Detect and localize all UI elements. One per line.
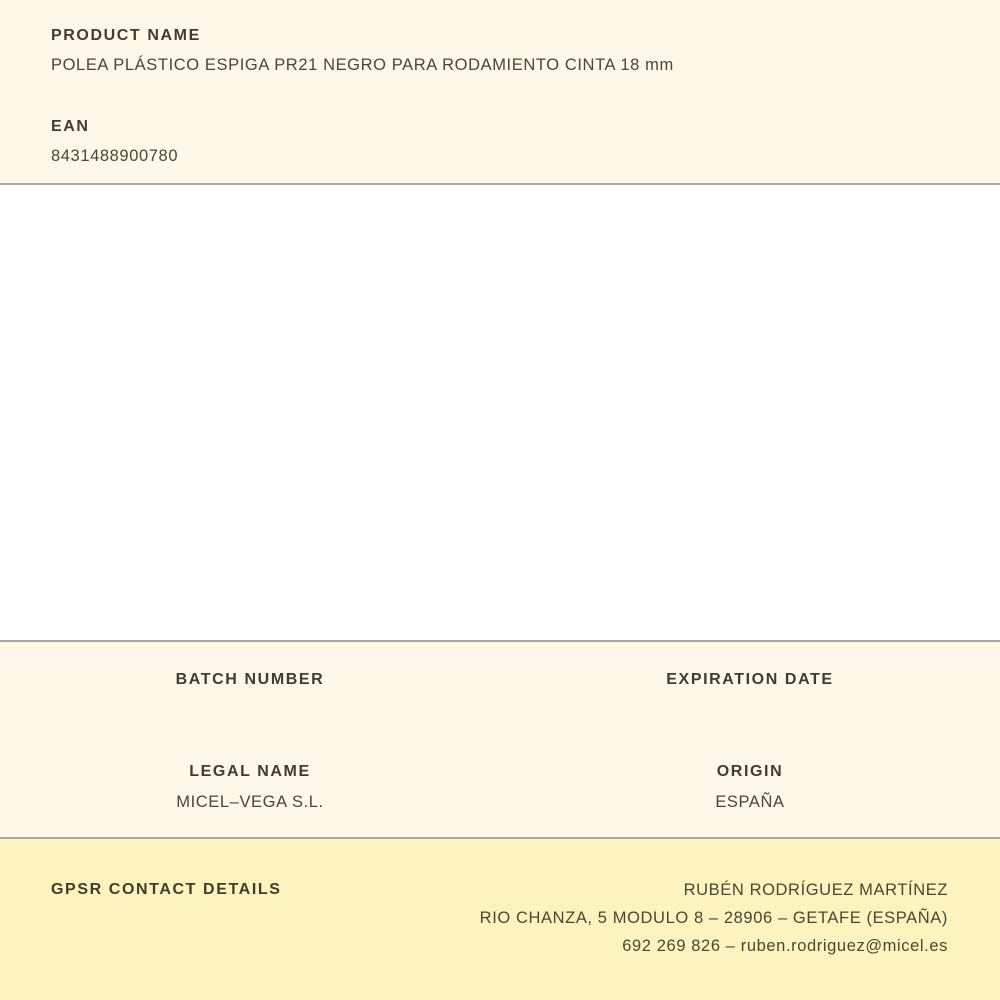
ean-label: EAN (51, 118, 90, 135)
batch-number-label: BATCH NUMBER (175, 671, 325, 688)
ean-value: 8431488900780 (51, 147, 179, 165)
gpsr-contact-info (480, 876, 948, 960)
gpsr-contact-label: GPSR CONTACT DETAILS (51, 881, 282, 898)
gpsr-contact-section (0, 839, 1000, 1000)
legal-name-label: LEGAL NAME (189, 763, 311, 780)
contact-phone-email: 692 269 826 – ruben.rodriguez@micel.es (622, 937, 948, 955)
product-name-label: PRODUCT NAME (51, 27, 201, 44)
product-details-section (0, 642, 1000, 839)
contact-address: RIO CHANZA, 5 MODULO 8 – 28906 – GETAFE (ESPAÑA) (479, 909, 948, 927)
details-left-column (0, 671, 500, 837)
expiration-date-value (500, 702, 1000, 719)
origin-value: ESPAÑA (715, 793, 785, 811)
legal-name-value: MICEL–VEGA S.L. (176, 793, 324, 811)
batch-number-value (0, 702, 500, 719)
product-header-section (0, 0, 1000, 185)
origin-label: ORIGIN (716, 763, 784, 780)
product-name-value: POLEA PLÁSTICO ESPIGA PR21 NEGRO PARA RODAMIENTO CINTA 18 mm (51, 56, 674, 74)
product-image-area (0, 185, 1000, 642)
expiration-date-label: EXPIRATION DATE (666, 671, 834, 688)
contact-person-name: RUBÉN RODRÍGUEZ MARTÍNEZ (683, 881, 948, 899)
details-right-column (500, 671, 1000, 837)
